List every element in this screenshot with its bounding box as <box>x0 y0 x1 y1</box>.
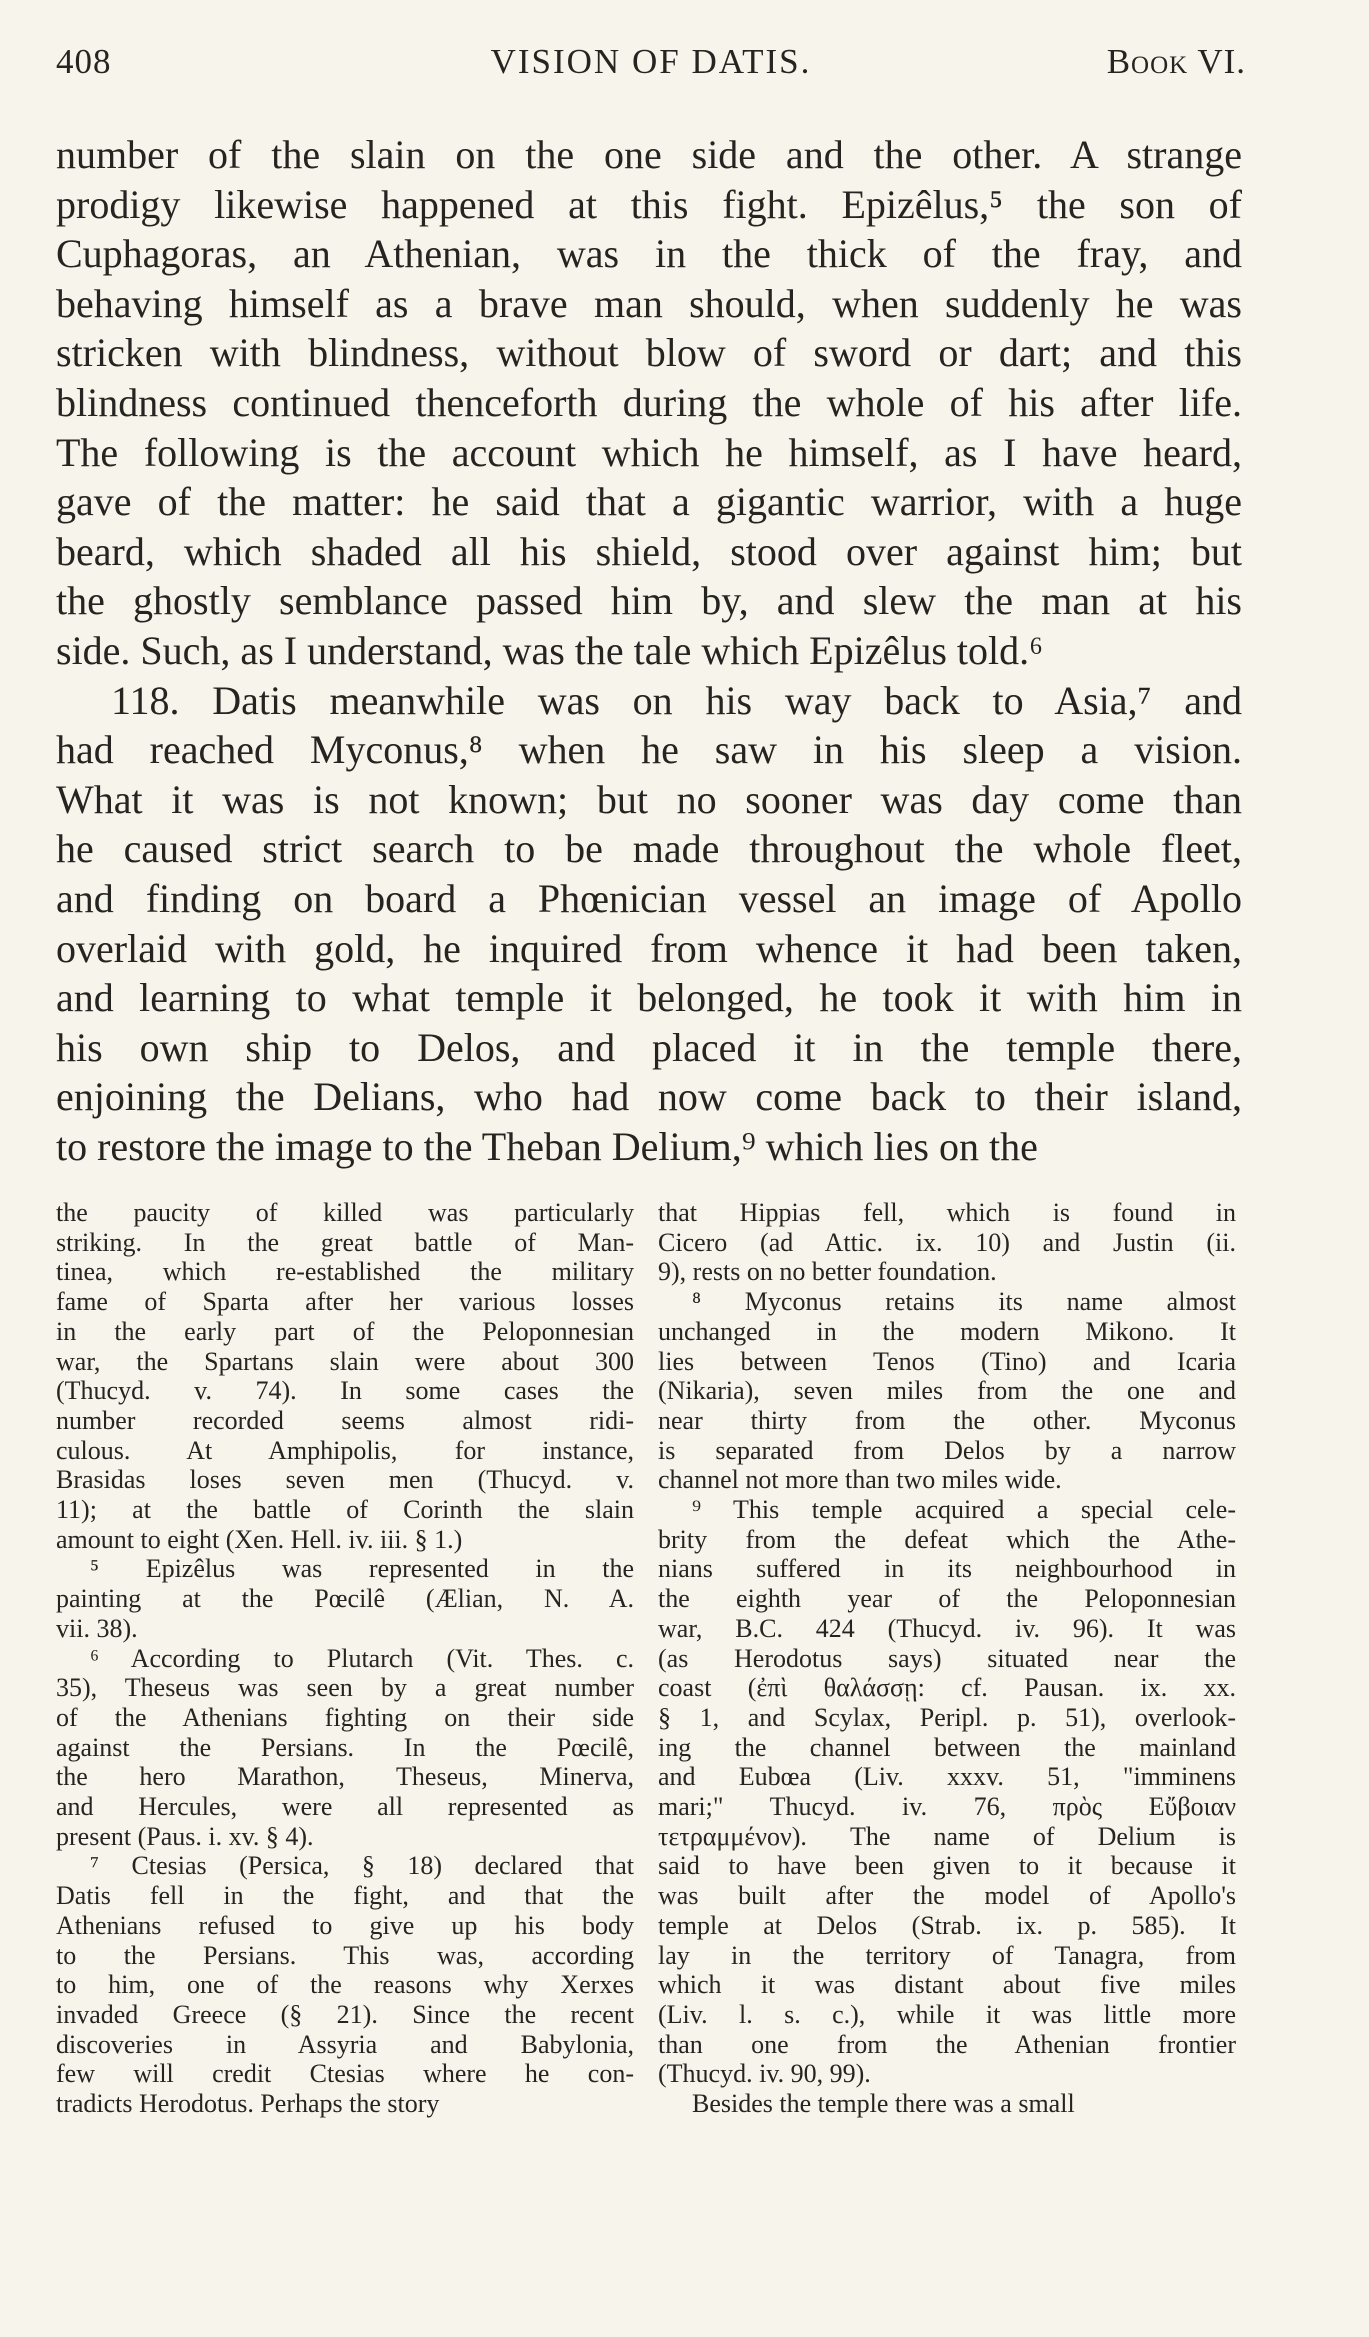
footnote-line: invaded Greece (§ 21). Since the recent <box>56 1999 634 2029</box>
text-line: and finding on board a Phœnician vessel an image of Apollo <box>56 875 1242 921</box>
footnote-line: ⁹ This temple acquired a special cele- <box>692 1495 1236 1525</box>
text-line: stricken with blindness, without blow of sword or dart; and this <box>56 330 1242 376</box>
page-number: 408 <box>56 42 112 81</box>
footnote-line: ing the channel between the mainland <box>658 1732 1236 1762</box>
footnote-line: ⁷ Ctesias (Persica, § 18) declared that <box>90 1851 634 1881</box>
text-line: prodigy likewise happened at this fight. Epizêlus,⁵ the son of <box>56 181 1242 227</box>
text-line: gave of the matter: he said that a gigantic warrior, with a huge <box>56 479 1242 525</box>
footnote-line: (Thucyd. iv. 90, 99). <box>658 2059 871 2089</box>
footnote-line: (Thucyd. v. 74). In some cases the <box>56 1376 634 1406</box>
footnote-line: painting at the Pœcilê (Ælian, N. A. <box>56 1584 634 1614</box>
footnote-line: than one from the Athenian frontier <box>658 2029 1236 2059</box>
text-line: to restore the image to the Theban Delium,⁹ which lies on the <box>56 1123 1038 1169</box>
footnote-line: war, B.C. 424 (Thucyd. iv. 96). It was <box>658 1613 1236 1643</box>
footnote-line: Cicero (ad Attic. ix. 10) and Justin (ii. <box>658 1227 1236 1257</box>
footnote-line: in the early part of the Peloponnesian <box>56 1316 634 1346</box>
footnote-line: of the Athenians fighting on their side <box>56 1702 634 1732</box>
footnote-line: channel not more than two miles wide. <box>658 1465 1062 1495</box>
footnote-line: ⁵ Epizêlus was represented in the <box>90 1554 634 1584</box>
footnote-line: (Nikaria), seven miles from the one and <box>658 1376 1236 1406</box>
text-line: The following is the account which he himself, as I have heard, <box>56 429 1242 475</box>
book-label: Book VI. <box>1106 42 1246 81</box>
main-text <box>56 130 1242 1171</box>
footnote-line: to the Persians. This was, according <box>56 1940 634 1970</box>
footnote-line: Brasidas loses seven men (Thucyd. v. <box>56 1465 634 1495</box>
footnote-line: mari;" Thucyd. iv. 76, πρὸς Εὔβοιαν <box>658 1792 1236 1822</box>
text-line: What it was is not known; but no sooner was day come than <box>56 776 1242 822</box>
text-line: enjoining the Delians, who had now come back to their island, <box>56 1074 1242 1120</box>
footnote-line: is separated from Delos by a narrow <box>658 1435 1236 1465</box>
footnote-line: said to have been given to it because it <box>658 1851 1236 1881</box>
footnotes-left-column <box>56 1198 634 2119</box>
text-line: and learning to what temple it belonged, he took it with him in <box>56 975 1242 1021</box>
footnote-line: which it was distant about five miles <box>658 1970 1236 2000</box>
text-line: 118. Datis meanwhile was on his way back to Asia,⁷ and <box>111 677 1242 723</box>
footnote-line: and Eubœa (Liv. xxxv. 51, "imminens <box>658 1762 1236 1792</box>
text-line: number of the slain on the one side and the other. A strange <box>56 132 1242 177</box>
footnote-line: and Hercules, were all represented as <box>56 1792 634 1822</box>
footnote-line: 35), Theseus was seen by a great number <box>56 1673 634 1703</box>
footnote-line: τετραμμένον). The name of Delium is <box>658 1821 1236 1851</box>
footnote-line: tradicts Herodotus. Perhaps the story <box>56 2089 440 2119</box>
footnote-line: 11); at the battle of Corinth the slain <box>56 1495 634 1525</box>
text-line: side. Such, as I understand, was the tale which Epizêlus told.⁶ <box>56 627 1044 673</box>
footnote-line: temple at Delos (Strab. ix. p. 585). It <box>658 1910 1236 1940</box>
footnotes-right-column <box>658 1198 1236 2119</box>
footnote-line: vii. 38). <box>56 1613 138 1643</box>
footnote-line: culous. At Amphipolis, for instance, <box>56 1435 634 1465</box>
footnote-line: ⁸ Myconus retains its name almost <box>692 1287 1236 1317</box>
footnote-line: § 1, and Scylax, Peripl. p. 51), overlook- <box>658 1702 1236 1732</box>
footnote-line: Besides the temple there was a small <box>692 2089 1075 2119</box>
text-line: had reached Myconus,⁸ when he saw in his sleep a vision. <box>56 727 1242 773</box>
text-line: Cuphagoras, an Athenian, was in the thick of the fray, and <box>56 231 1242 277</box>
footnote-line: ⁶ According to Plutarch (Vit. Thes. c. <box>90 1643 634 1673</box>
footnote-line: was built after the model of Apollo's <box>658 1881 1236 1911</box>
footnote-line: the hero Marathon, Theseus, Minerva, <box>56 1762 634 1792</box>
footnote-line: to him, one of the reasons why Xerxes <box>56 1970 634 2000</box>
footnote-line: (Liv. l. s. c.), while it was little more <box>658 1999 1236 2029</box>
footnote-line: present (Paus. i. xv. § 4). <box>56 1821 314 1851</box>
running-title: VISION OF DATIS. <box>490 42 812 81</box>
text-line: he caused strict search to be made throughout the whole fleet, <box>56 826 1242 872</box>
page-header <box>56 42 1246 88</box>
footnote-line: lay in the territory of Tanagra, from <box>658 1940 1236 1970</box>
footnote-line: few will credit Ctesias where he con- <box>56 2059 634 2089</box>
footnote-line: discoveries in Assyria and Babylonia, <box>56 2029 634 2059</box>
footnote-line: brity from the defeat which the Athe- <box>658 1524 1236 1554</box>
footnote-line: Athenians refused to give up his body <box>56 1910 634 1940</box>
text-line: his own ship to Delos, and placed it in the temple there, <box>56 1024 1242 1070</box>
footnote-line: nians suffered in its neighbourhood in <box>658 1554 1236 1584</box>
footnote-line: striking. In the great battle of Man- <box>56 1227 634 1257</box>
text-line: behaving himself as a brave man should, when suddenly he was <box>56 280 1242 326</box>
footnote-line: coast (ἐπὶ θαλάσσῃ: cf. Pausan. ix. xx. <box>658 1673 1236 1703</box>
footnote-line: that Hippias fell, which is found in <box>658 1198 1236 1227</box>
text-line: overlaid with gold, he inquired from whence it had been taken, <box>56 925 1242 971</box>
text-line: the ghostly semblance passed him by, and slew the man at his <box>56 578 1242 624</box>
footnote-line: Datis fell in the fight, and that the <box>56 1881 634 1911</box>
footnote-line: near thirty from the other. Myconus <box>658 1405 1236 1435</box>
footnote-line: number recorded seems almost ridi- <box>56 1405 634 1435</box>
footnote-line: fame of Sparta after her various losses <box>56 1287 634 1317</box>
footnote-line: (as Herodotus says) situated near the <box>658 1643 1236 1673</box>
footnote-line: 9), rests on no better foundation. <box>658 1257 997 1287</box>
footnote-line: the paucity of killed was particularly <box>56 1198 634 1227</box>
footnote-line: war, the Spartans slain were about 300 <box>56 1346 634 1376</box>
footnote-line: unchanged in the modern Mikono. It <box>658 1316 1236 1346</box>
footnote-line: the eighth year of the Peloponnesian <box>658 1584 1236 1614</box>
footnote-line: amount to eight (Xen. Hell. iv. iii. § 1.) <box>56 1524 463 1554</box>
footnote-line: lies between Tenos (Tino) and Icaria <box>658 1346 1236 1376</box>
footnote-line: tinea, which re-established the military <box>56 1257 634 1287</box>
footnote-line: against the Persians. In the Pœcilê, <box>56 1732 634 1762</box>
text-line: blindness continued thenceforth during the whole of his after life. <box>56 379 1242 425</box>
text-line: beard, which shaded all his shield, stood over against him; but <box>56 528 1242 574</box>
